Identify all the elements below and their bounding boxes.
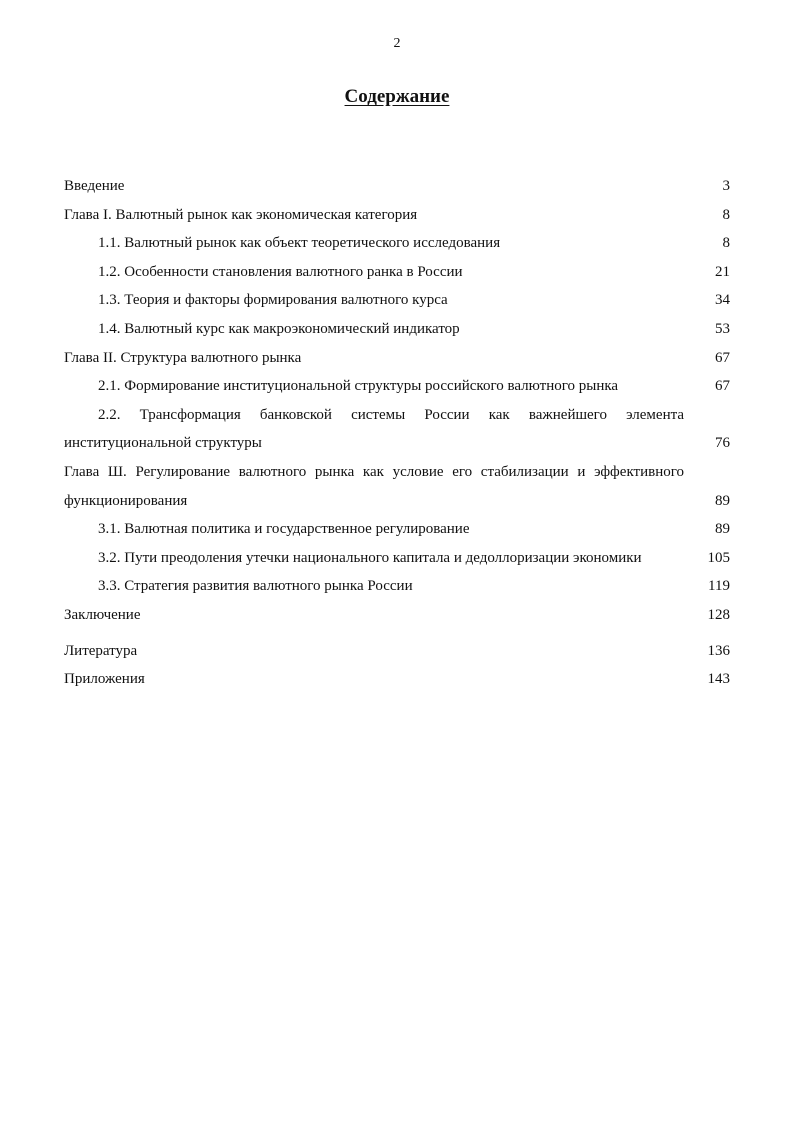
toc-entry-text: 3.1. Валютная политика и государственное регулирование [98,521,470,538]
toc-entry-text: 1.3. Теория и факторы формирования валютного курса [98,292,448,309]
toc-entry-page: 3 [722,178,730,194]
toc-entry-page: 105 [707,549,730,566]
toc-entry-text: 1.1. Валютный рынок как объект теоретического исследования [98,235,501,252]
toc-entry-text: Глава II. Структура валютного рынка [64,349,302,366]
toc-entry-page: 136 [707,642,730,659]
toc-entry-page: 8 [722,206,730,223]
page-number: 2 [393,36,401,51]
toc-entry-text: 1.4. Валютный курс как макроэкономический индикатор [98,320,460,337]
toc-entry-section-3-1 [64,515,734,544]
toc-entry-page: 67 [715,349,730,366]
toc-entry-page: 67 [715,378,730,395]
toc-entry-section-1-2 [64,258,734,287]
toc-entry-introduction [64,172,734,201]
toc-entry-page: 89 [715,492,730,509]
toc-entry-page: 21 [715,263,730,280]
toc-entry-text: Глава I. Валютный рынок как экономическая категория [64,206,418,223]
table-of-contents [64,172,734,694]
toc-entry-section-3-2 [64,544,734,573]
toc-entry-text: 3.3. Стратегия развития валютного рынка России [98,578,413,595]
toc-entry-text: Литература [64,642,138,659]
toc-entry-section-2-1 [64,372,734,401]
toc-entry-text: 2.2. Трансформация банковской системы России как важнейшего элемента институциональной структуры [64,406,684,452]
toc-entry-literature [64,637,734,666]
toc-entry-text: 2.1. Формирование институциональной структуры российского валютного рынка [98,378,619,395]
toc-entry-section-1-1 [64,229,734,258]
toc-entry-chapter-2 [64,344,734,373]
toc-entry-text: Заключение [64,606,141,623]
toc-entry-text: 1.2. Особенности становления валютного ранка в России [98,263,463,280]
toc-entry-section-3-3 [64,572,734,601]
toc-entry-text: 3.2. Пути преодоления утечки национального капитала и дедоллоризации экономики [98,549,642,566]
page-title: Содержание [344,86,450,107]
toc-entry-page: 53 [715,320,730,337]
toc-entry-chapter-1 [64,201,734,230]
toc-entry-section-1-3 [64,286,734,315]
toc-entry-section-2-2 [64,401,734,458]
toc-entry-page: 143 [707,671,730,688]
toc-entry-page: 8 [722,235,730,252]
toc-entry-conclusion [64,601,734,630]
toc-entry-page: 76 [715,435,730,452]
toc-entry-text: Глава Ш. Регулирование валютного рынка как условие его стабилизации и эффективного функционирования [64,463,684,509]
toc-entry-appendices [64,665,734,694]
toc-entry-page: 128 [707,606,730,623]
toc-entry-page: 89 [715,521,730,538]
toc-entry-chapter-3 [64,458,734,515]
toc-entry-page: 34 [715,292,730,309]
toc-entry-text: Введение [64,178,125,194]
toc-entry-text: Приложения [64,671,145,688]
toc-entry-page: 119 [708,578,730,595]
toc-entry-section-1-4 [64,315,734,344]
